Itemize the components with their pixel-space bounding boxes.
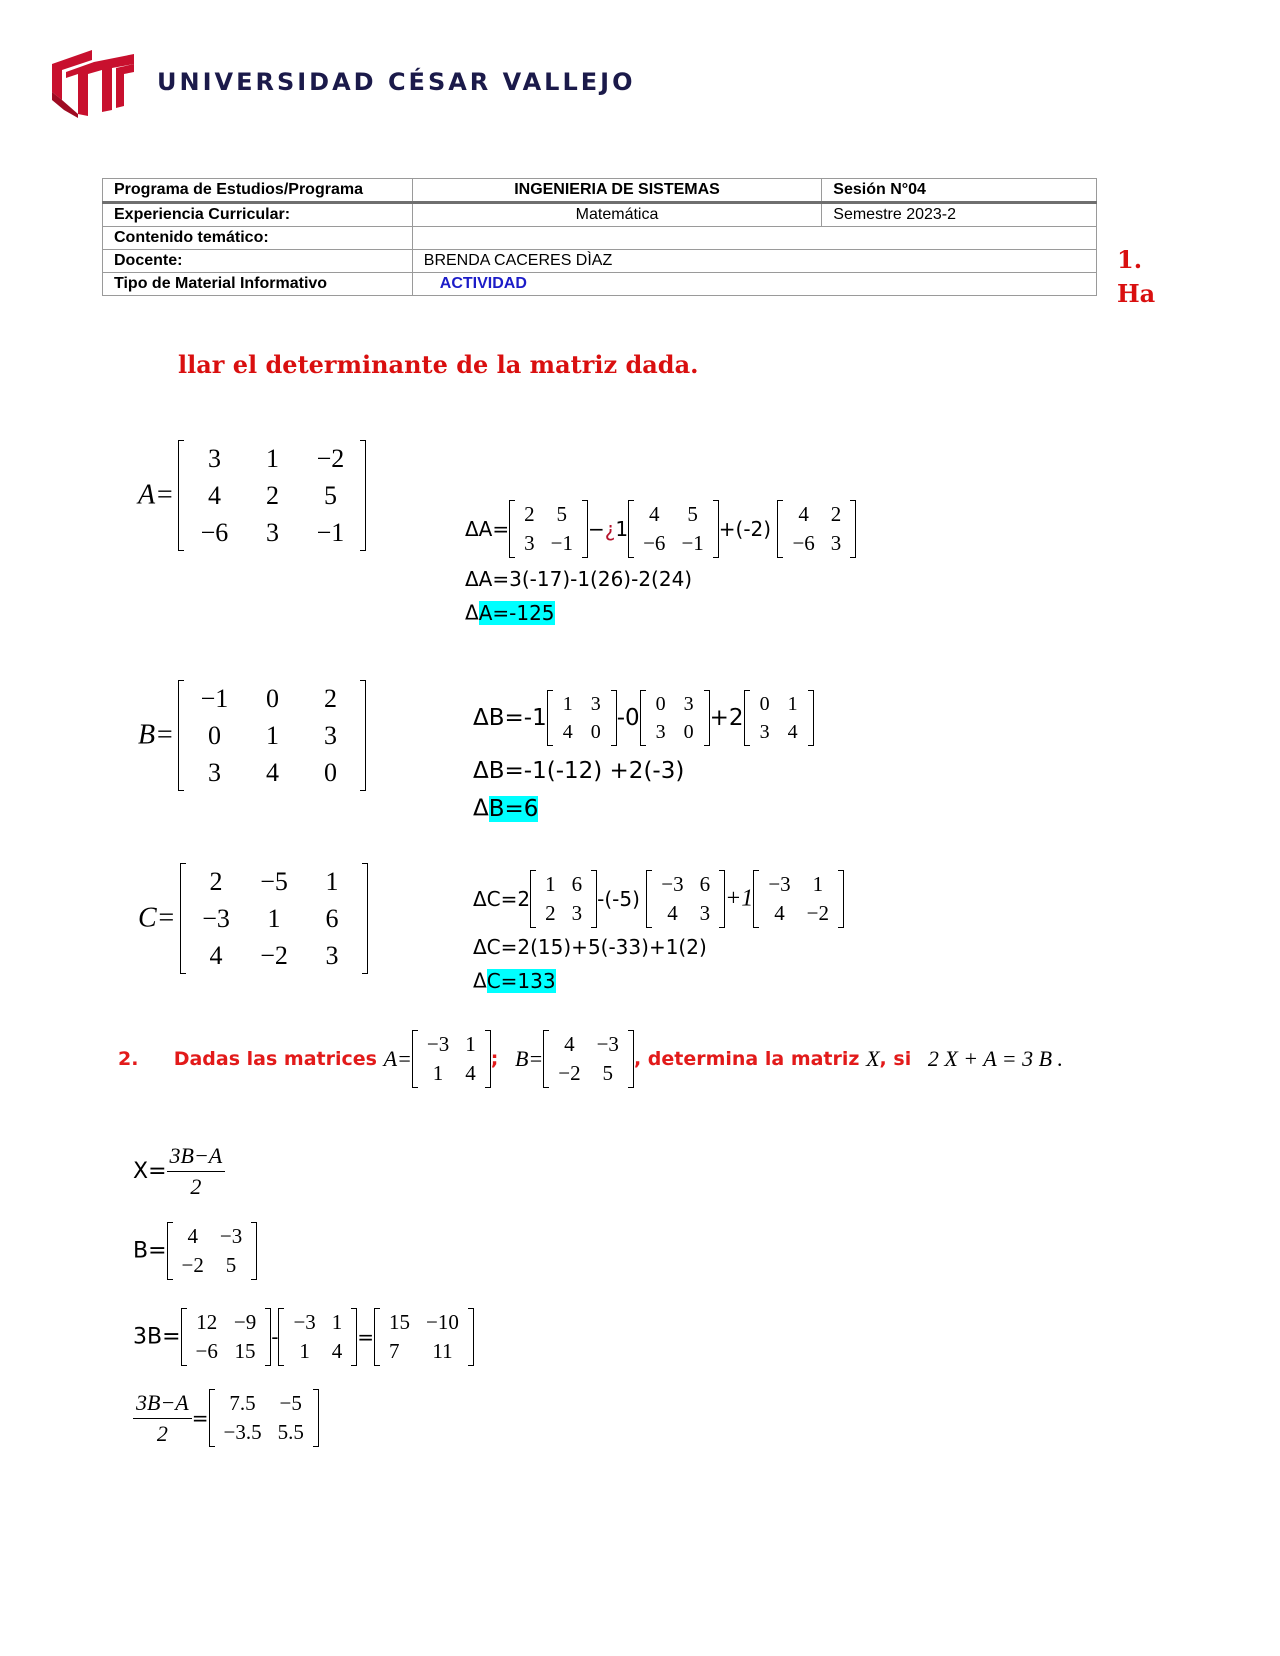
matrix-cell: 4 (774, 901, 785, 925)
matrix-cell: −6 (643, 531, 666, 555)
matrix-cell: 1 (562, 692, 573, 715)
matrix-cell: 1 (331, 1310, 343, 1334)
det-b-minor-1 (547, 690, 617, 746)
matrix-cell: 1 (545, 872, 556, 896)
material-type-label: Tipo de Material Informativo (103, 273, 413, 296)
matrix-cell: −3 (768, 872, 791, 896)
matrix-cell: 7 (389, 1339, 400, 1363)
matrix-cell: −5 (279, 1391, 302, 1415)
matrix-cell: −5 (260, 866, 288, 896)
matrix-cell: 0 (590, 720, 601, 743)
matrix-c (180, 863, 368, 974)
det-a-coef2: 1 (615, 517, 629, 541)
matrix-cell: 5 (323, 480, 337, 510)
det-b-op1: -0 (616, 705, 640, 731)
matrix-a (178, 440, 366, 551)
material-type-value (412, 273, 1096, 296)
matrix-cell: 3 (524, 531, 535, 555)
q2-number: 2. (118, 1048, 139, 1070)
matrix-cell: 2 (209, 866, 223, 896)
matrix-cell: 2 (524, 502, 535, 526)
det-c-result-value: C=133 (486, 968, 556, 993)
matrix-cell: −3 (219, 1224, 243, 1248)
matrix-a-block (138, 440, 366, 551)
matrix-b (178, 680, 366, 791)
q2-sep: ; (490, 1048, 499, 1070)
content-value (412, 227, 1096, 250)
matrix-cell: 3 (699, 901, 711, 925)
matrix-cell: 1 (299, 1339, 310, 1363)
matrix-cell: −3.5 (223, 1420, 262, 1444)
matrix-cell: 5 (225, 1253, 237, 1277)
matrix-cell: −3 (202, 903, 230, 933)
matrix-cell: 3 (207, 443, 221, 473)
matrix-cell: 4 (649, 502, 660, 526)
matrix-cell: 1 (465, 1032, 476, 1056)
matrix-cell: 4 (331, 1339, 343, 1363)
det-a-expansion (465, 500, 856, 558)
matrix-cell: 4 (187, 1224, 198, 1248)
matrix-cell: −2 (558, 1061, 581, 1085)
det-c-minor-2 (646, 870, 725, 928)
matrix-cell: 4 (209, 940, 223, 970)
matrix-cell: −3 (661, 872, 684, 896)
det-b-minor-3 (744, 690, 814, 746)
det-a-start: ΔA= (465, 517, 510, 541)
solution-a-matrix (278, 1308, 357, 1366)
matrix-cell: 1 (812, 872, 824, 896)
program-value: INGENIERIA DE SISTEMAS (412, 179, 822, 203)
matrix-cell: 4 (465, 1061, 476, 1085)
matrix-cell: 5 (687, 502, 698, 526)
teacher-value: BRENDA CACERES DÌAZ (412, 250, 1096, 273)
det-a-result-value: A=-125 (478, 600, 555, 625)
matrix-cell: 3 (207, 757, 221, 787)
q1-title: llar el determinante de la matriz dada. (178, 350, 699, 379)
matrix-cell: 2 (545, 901, 556, 925)
det-a-result (465, 599, 555, 625)
matrix-cell: 5 (556, 502, 568, 526)
q2-matrix-a (412, 1030, 491, 1088)
q2-equation: 2 X + A = 3 B . (927, 1046, 1064, 1071)
matrix-cell: 2 (265, 480, 279, 510)
matrix-cell: −2 (260, 940, 288, 970)
det-c-expansion (473, 870, 844, 928)
matrix-cell: −1 (681, 531, 704, 555)
det-c-result (473, 967, 556, 993)
matrix-c-block (138, 863, 368, 974)
semester-value: Semestre 2023-2 (822, 203, 1097, 227)
text-fragment: Δ (473, 968, 487, 993)
matrix-cell: −3 (293, 1310, 316, 1334)
matrix-cell: −3 (426, 1032, 450, 1056)
matrix-cell: −6 (200, 517, 229, 547)
q2-statement (118, 1030, 1063, 1088)
det-a-line2: ΔA=3(-17)-1(26)-2(24) (465, 567, 693, 591)
matrix-cell: −1 (316, 517, 345, 547)
text-fragment: Δ (473, 795, 489, 822)
solution-final (133, 1389, 319, 1447)
matrix-cell: −1 (550, 531, 573, 555)
matrix-cell: 0 (207, 720, 221, 750)
q1-number-block (1117, 243, 1155, 311)
matrix-cell: 4 (207, 480, 221, 510)
matrix-cell: 1 (267, 903, 281, 933)
matrix-cell: 6 (699, 872, 711, 896)
matrix-cell: 1 (265, 720, 279, 750)
matrix-cell: −10 (426, 1310, 459, 1334)
matrix-cell: 4 (798, 502, 809, 526)
matrix-cell: 1 (265, 443, 279, 473)
matrix-cell: −9 (233, 1310, 257, 1334)
teacher-label: Docente: (103, 250, 413, 273)
solution-b-label: B= (133, 1238, 167, 1264)
text-fragment: 2 (190, 1174, 202, 1199)
det-c-minor-3 (753, 870, 844, 928)
program-label: Programa de Estudios/Programa (103, 179, 413, 203)
q2-matrix-b (543, 1030, 634, 1088)
course-label: Experiencia Curricular: (103, 203, 413, 227)
matrix-cell: 1 (432, 1061, 444, 1085)
matrix-cell: 3 (590, 692, 601, 715)
solution-diff-matrix (374, 1308, 474, 1366)
matrix-b-label: B= (138, 719, 174, 751)
matrix-cell: 5.5 (277, 1420, 304, 1444)
text-fragment: 3B−A (167, 1143, 226, 1172)
matrix-cell: 7.5 (229, 1391, 256, 1415)
matrix-cell: −1 (200, 683, 229, 713)
text-fragment: Δ (465, 600, 479, 625)
solution-final-equals: = (191, 1406, 209, 1430)
det-b-line2: ΔB=-1(-12) +2(-3) (473, 758, 685, 784)
solution-3b-label: 3B= (133, 1324, 181, 1350)
det-a-minor-1 (509, 500, 588, 558)
matrix-cell: −6 (195, 1339, 218, 1363)
text-fragment: 3B−A (133, 1390, 192, 1419)
det-a-op2: +(-2) (718, 517, 772, 541)
q1-number: 1. (1117, 245, 1143, 274)
q2-label-b: B= (514, 1046, 544, 1071)
matrix-cell: −2 (181, 1253, 204, 1277)
session-value: Sesión N°04 (822, 179, 1097, 203)
solution-final-fraction (133, 1390, 192, 1447)
q2-text2: , determina la matriz (633, 1048, 860, 1070)
matrix-cell: 3 (830, 531, 842, 555)
matrix-cell: 3 (325, 940, 339, 970)
q1-prefix: Ha (1117, 279, 1156, 308)
matrix-cell: 11 (432, 1339, 453, 1363)
content-label: Contenido temático: (103, 227, 413, 250)
matrix-cell: −2 (806, 901, 829, 925)
matrix-cell: 3 (323, 720, 337, 750)
course-info-table (102, 178, 1097, 296)
matrix-cell: 15 (389, 1310, 411, 1334)
matrix-c-label: C= (138, 902, 176, 934)
det-b-minor-2 (640, 690, 710, 746)
material-type-text: ACTIVIDAD (439, 275, 527, 292)
matrix-cell: 1 (325, 866, 339, 896)
det-a-op1-glyph: ¿ (604, 517, 616, 541)
solution-3b (133, 1308, 474, 1366)
q2-x: X (866, 1046, 880, 1071)
det-a-minor-2 (628, 500, 719, 558)
det-b-expansion (473, 690, 814, 746)
q2-label-a: A= (383, 1046, 412, 1071)
matrix-cell: 0 (759, 692, 770, 715)
matrix-cell: 0 (655, 692, 666, 715)
det-a-op1: − (587, 517, 605, 541)
solution-x-fraction (167, 1143, 226, 1200)
matrix-cell: 0 (323, 757, 337, 787)
solution-equals: = (357, 1325, 375, 1349)
det-c-op1: -(-5) (597, 887, 640, 911)
solution-x (133, 1143, 225, 1200)
matrix-cell: 5 (602, 1061, 614, 1085)
q2-text1: Dadas las matrices (173, 1048, 377, 1070)
matrix-cell: 4 (564, 1032, 575, 1056)
matrix-cell: 3 (265, 517, 279, 547)
solution-b (133, 1222, 257, 1280)
matrix-cell: 3 (571, 901, 583, 925)
university-logo-icon (52, 50, 136, 118)
solution-3b-matrix (181, 1308, 272, 1366)
matrix-cell: −3 (596, 1032, 619, 1056)
matrix-b-block (138, 680, 366, 791)
university-name: UNIVERSIDAD CÉSAR VALLEJO (157, 68, 636, 96)
matrix-cell: 4 (265, 757, 279, 787)
det-b-result-value: B=6 (488, 795, 539, 822)
solution-x-label: X= (133, 1159, 167, 1184)
matrix-cell: 0 (683, 720, 694, 743)
det-b-result (473, 795, 538, 822)
det-c-start: ΔC=2 (473, 887, 531, 911)
matrix-cell: 4 (667, 901, 678, 925)
matrix-cell: 1 (787, 692, 798, 715)
text-fragment: 2 (156, 1420, 168, 1446)
solution-final-matrix (209, 1389, 319, 1447)
matrix-cell: 3 (655, 720, 666, 743)
matrix-cell: 3 (759, 720, 770, 743)
course-value: Matemática (412, 203, 822, 227)
matrix-cell: 0 (265, 683, 279, 713)
det-c-line2: ΔC=2(15)+5(-33)+1(2) (473, 935, 707, 959)
matrix-a-label: A= (138, 479, 174, 511)
matrix-cell: 6 (571, 872, 583, 896)
det-b-op2: +2 (709, 705, 744, 731)
matrix-cell: 15 (234, 1339, 256, 1363)
matrix-cell: 4 (787, 720, 798, 743)
det-c-op2: +1 (725, 885, 754, 912)
matrix-cell: 2 (830, 502, 842, 526)
det-b-start: ΔB=-1 (473, 705, 547, 731)
matrix-cell: 12 (196, 1310, 218, 1334)
matrix-cell: −6 (792, 531, 815, 555)
q2-text3: , si (879, 1048, 912, 1070)
matrix-cell: 2 (323, 683, 337, 713)
solution-minus: - (271, 1325, 279, 1349)
det-c-minor-1 (530, 870, 597, 928)
det-a-minor-3 (777, 500, 856, 558)
matrix-cell: 4 (562, 720, 573, 743)
matrix-cell: −2 (316, 443, 345, 473)
matrix-cell: 6 (325, 903, 339, 933)
solution-b-matrix (167, 1222, 258, 1280)
matrix-cell: 3 (683, 692, 694, 715)
